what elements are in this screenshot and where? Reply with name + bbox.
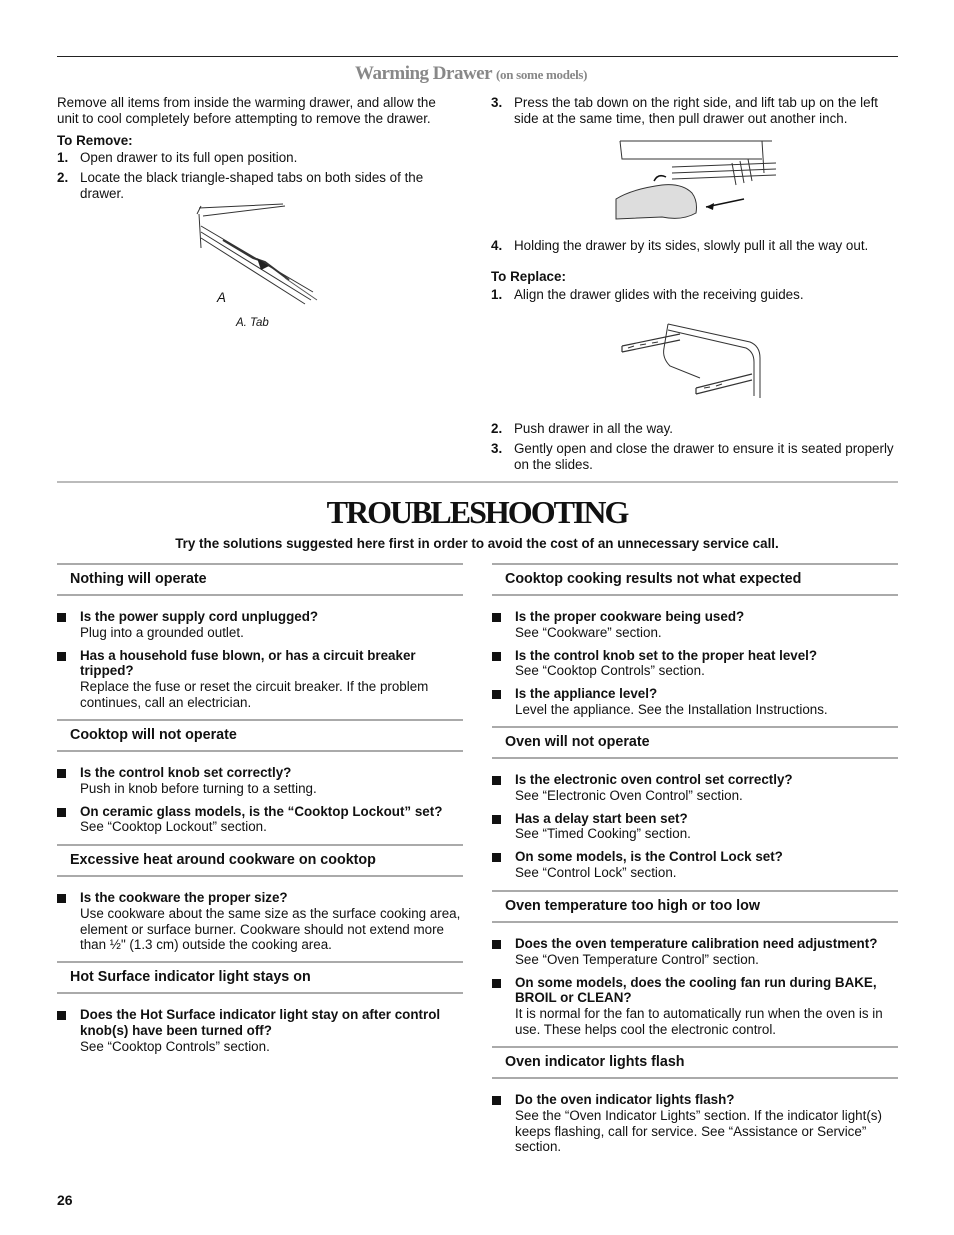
bullet-icon xyxy=(57,894,66,903)
bullet-icon xyxy=(57,613,66,622)
ts-item: Does the oven temperature calibration need adjustment? See “Oven Temperature Control” section. xyxy=(492,936,898,968)
bullet-icon xyxy=(492,853,501,862)
ts-item: Is the electronic oven control set correctly? See “Electronic Oven Control” section. xyxy=(492,772,898,804)
bullet-icon xyxy=(492,776,501,785)
bullet-icon xyxy=(492,613,501,622)
to-remove-heading: To Remove: xyxy=(57,132,133,148)
replace-step: 2. Push drawer in all the way. xyxy=(491,421,674,436)
ts-item: Has a household fuse blown, or has a circuit breaker tripped? Replace the fuse or reset the circuit breaker. If the problem continues, call an electrician. xyxy=(57,648,463,711)
ts-item: Do the oven indicator lights flash? See the “Oven Indicator Lights” section. If the indicator light(s) keeps flashing, call for service. See “Assistance or Service” section. xyxy=(492,1092,898,1155)
to-replace-heading: To Replace: xyxy=(491,268,566,284)
figure-caption: A. Tab xyxy=(236,317,269,329)
ts-section-heading: Oven indicator lights flash xyxy=(492,1046,898,1079)
bullet-icon xyxy=(492,690,501,699)
ts-section-heading: Excessive heat around cookware on cooktop xyxy=(57,844,463,877)
bullet-icon xyxy=(492,940,501,949)
warming-drawer-left xyxy=(57,95,457,202)
bullet-icon xyxy=(492,1096,501,1105)
bullet-icon xyxy=(492,979,501,988)
remove-step: 4. Holding the drawer by its sides, slowly pull it all the way out. xyxy=(491,238,869,253)
remove-step: 1. Open drawer to its full open position. xyxy=(57,150,298,166)
ts-item: Is the appliance level? Level the appliance. See the Installation Instructions. xyxy=(492,686,898,718)
ts-section-indicator-lights xyxy=(492,1046,898,1155)
troubleshooting-title: TROUBLESHOOTING xyxy=(326,494,628,530)
drawer-replace-illustration xyxy=(620,318,768,402)
ts-item: Is the control knob set to the proper heat level? See “Cooktop Controls” section. xyxy=(492,648,898,680)
section-divider xyxy=(57,481,898,483)
troubleshooting-intro: Try the solutions suggested here first in order to avoid the cost of an unnecessary service call. xyxy=(175,536,779,551)
ts-item: On some models, does the cooling fan run during BAKE, BROIL or CLEAN? It is normal for the fan to automatically run when the oven is in use. These helps cool the electronic control. xyxy=(492,975,898,1038)
top-rule xyxy=(57,56,898,57)
ts-item: Is the power supply cord unplugged? Plug into a grounded outlet. xyxy=(57,609,463,641)
warming-drawer-intro: Remove all items from inside the warming drawer, and allow the unit to cool completely before attempting to remove the drawer. xyxy=(57,95,436,126)
ts-section-oven-temperature xyxy=(492,890,898,1038)
replace-step: 1. Align the drawer glides with the receiving guides. xyxy=(491,286,804,302)
bullet-icon xyxy=(492,652,501,661)
bullet-icon xyxy=(57,1011,66,1020)
ts-section-heading: Oven temperature too high or too low xyxy=(492,890,898,923)
drawer-pull-illustration xyxy=(612,137,782,229)
ts-section-cooking-results xyxy=(492,563,898,718)
remove-step: 3. Press the tab down on the right side, and lift tab up on the left side at the same time, then pull drawer out another inch. xyxy=(491,95,879,126)
ts-section-hot-surface xyxy=(57,961,463,1054)
bullet-icon xyxy=(57,652,66,661)
warming-drawer-right-2 xyxy=(491,238,898,302)
drawer-tab-illustration xyxy=(193,200,328,310)
warming-drawer-right xyxy=(491,95,898,127)
replace-step: 3. Gently open and close the drawer to ensure it is seated properly on the slides. xyxy=(491,440,894,472)
ts-section-cooktop-not-operate xyxy=(57,719,463,835)
ts-item: Is the control knob set correctly? Push in knob before turning to a setting. xyxy=(57,765,463,797)
ts-section-heading: Nothing will operate xyxy=(57,563,463,596)
ts-item: Is the proper cookware being used? See “Cookware” section. xyxy=(492,609,898,641)
ts-item: On ceramic glass models, is the “Cooktop Lockout” set? See “Cooktop Lockout” section. xyxy=(57,804,463,836)
page-number: 26 xyxy=(57,1192,73,1208)
ts-item: Has a delay start been set? See “Timed Cooking” section. xyxy=(492,811,898,843)
ts-section-heading: Cooktop cooking results not what expected xyxy=(492,563,898,596)
bullet-icon xyxy=(57,808,66,817)
warming-drawer-right-3 xyxy=(491,421,898,472)
bullet-icon xyxy=(492,815,501,824)
ts-item: Is the cookware the proper size? Use cookware about the same size as the surface cooking area, element or surface burner. Cookware should not extend more than ½" (1.3 cm) outside the cooking area. xyxy=(57,890,463,953)
ts-section-heading: Oven will not operate xyxy=(492,726,898,759)
warming-drawer-title: Warming Drawer (on some models) xyxy=(355,63,588,84)
remove-step: 2. Locate the black triangle-shaped tabs on both sides of the drawer. xyxy=(57,170,424,201)
ts-section-heading: Hot Surface indicator light stays on xyxy=(57,961,463,994)
figure-label-a: A xyxy=(217,290,226,305)
ts-section-heading: Cooktop will not operate xyxy=(57,719,463,752)
ts-item: On some models, is the Control Lock set? See “Control Lock” section. xyxy=(492,849,898,881)
ts-section-excessive-heat xyxy=(57,844,463,953)
ts-item: Does the Hot Surface indicator light stay on after control knob(s) have been turned off? See “Cooktop Controls” section. xyxy=(57,1007,463,1054)
ts-section-nothing-operate xyxy=(57,563,463,711)
bullet-icon xyxy=(57,769,66,778)
ts-section-oven-not-operate xyxy=(492,726,898,881)
